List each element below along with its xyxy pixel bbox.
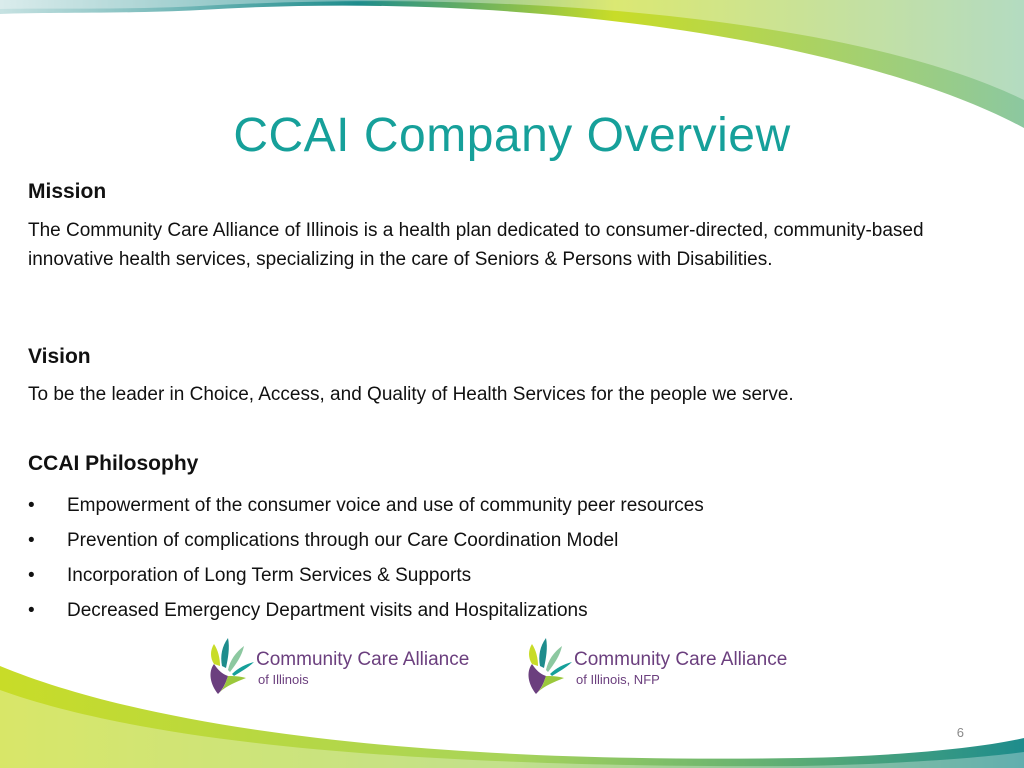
slide-title: CCAI Company Overview xyxy=(233,109,791,162)
logo-subtitle: of Illinois, NFP xyxy=(576,672,660,687)
ccai-nfp-logo xyxy=(524,636,814,696)
philosophy-list xyxy=(28,488,928,628)
logo-subtitle: of Illinois xyxy=(258,672,309,687)
mission-heading: Mission xyxy=(28,180,107,203)
bullet-icon: • xyxy=(28,600,35,621)
vision-text: To be the leader in Choice, Access, and Quality of Health Services for the people we serve. xyxy=(28,384,794,405)
list-item: • Incorporation of Long Term Services & Supports xyxy=(28,558,928,593)
bullet-icon: • xyxy=(28,530,35,551)
philosophy-heading: CCAI Philosophy xyxy=(28,452,199,475)
logo-name: Community Care Alliance xyxy=(256,649,470,670)
hand-leaf-logo-icon xyxy=(524,636,576,696)
hand-leaf-logo-icon xyxy=(206,636,258,696)
list-item: • Empowerment of the consumer voice and use of community peer resources xyxy=(28,488,928,523)
bullet-icon: • xyxy=(28,495,35,516)
mission-text: The Community Care Alliance of Illinois is a health plan dedicated to consumer-directed, community-based innovative health services, specializing in the care of Seniors & Persons with Disabilities. xyxy=(28,220,924,270)
bullet-icon: • xyxy=(28,565,35,586)
vision-heading: Vision xyxy=(28,345,91,368)
logo-name: Community Care Alliance xyxy=(574,649,788,670)
page-number: 6 xyxy=(956,725,964,740)
ccai-logo xyxy=(206,636,496,696)
list-item: • Prevention of complications through our Care Coordination Model xyxy=(28,523,928,558)
list-item: • Decreased Emergency Department visits and Hospitalizations xyxy=(28,593,928,628)
